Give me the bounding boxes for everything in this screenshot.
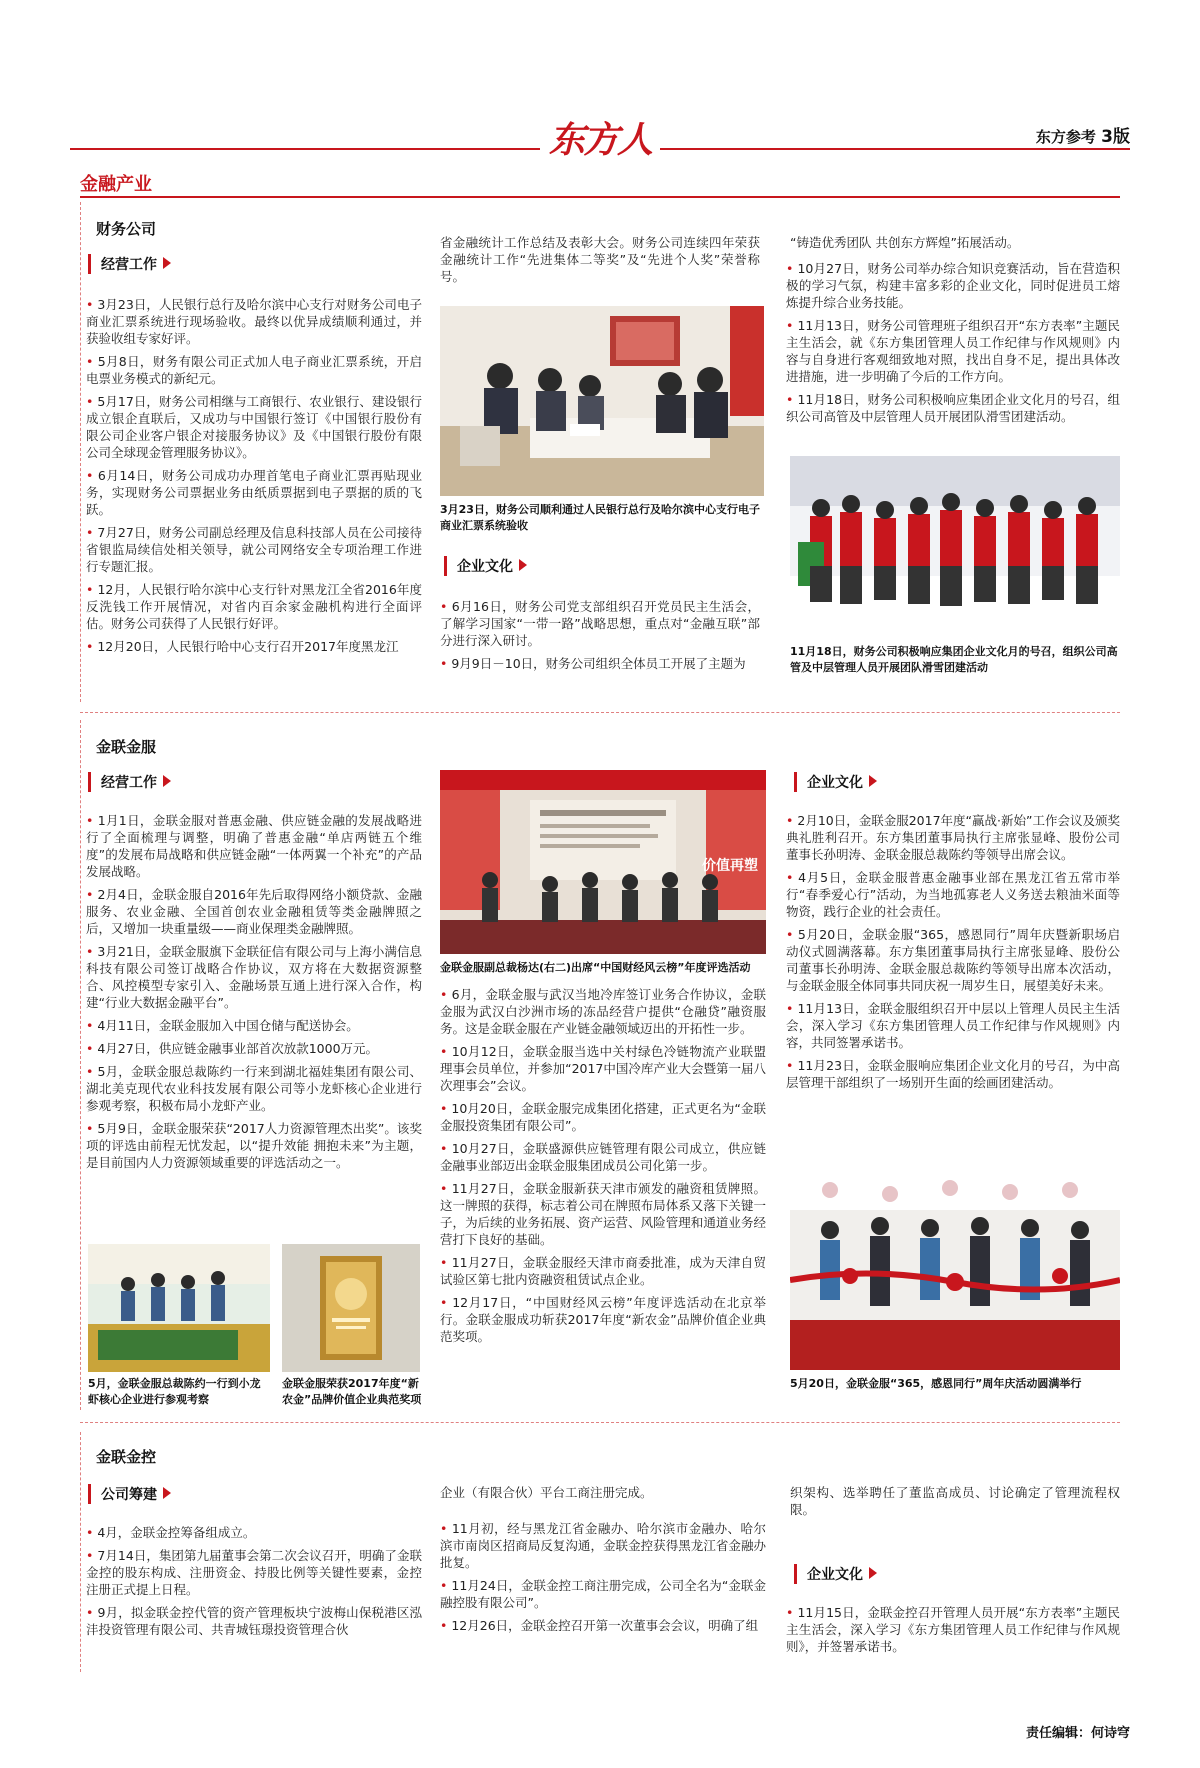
photo-crayfish-visit bbox=[88, 1244, 270, 1372]
holding-col2-top: 企业（有限合伙）平台工商注册完成。 bbox=[440, 1485, 653, 1500]
unit-title-jinlian-service: 金联金服 bbox=[96, 738, 157, 756]
jinlian-col1 bbox=[86, 812, 422, 1177]
holding-col2 bbox=[440, 1520, 766, 1640]
photo-ribbon-cutting bbox=[790, 1170, 1120, 1370]
list-item: • 10月27日，财务公司举办综合知识竞赛活动，旨在营造积极的学习气氛，构建丰富多彩的企业文化，同时促进员工熔炼提升综合业务技能。 bbox=[786, 260, 1120, 311]
editor-credit: 责任编辑：何诗穹 bbox=[1025, 1726, 1130, 1741]
section-title: 金融产业 bbox=[80, 174, 152, 195]
list-item: • 4月，金联金控筹备组成立。 bbox=[86, 1524, 422, 1541]
list-item: • 3月21日，金联金服旗下金联征信有限公司与上海小满信息科技有限公司签订战略合作协议，双方将在大数据资源整合、风控模型专家引入、金融场景互通上进行深入合作，构建“行业大数据金融平台”。 bbox=[86, 943, 422, 1011]
page-info bbox=[1036, 122, 1130, 147]
list-item: • 2月10日，金联金服2017年度“赢战·新始”工作会议及颁奖典礼胜利召开。东方集团董事局执行主席张显峰、股份公司董事长孙明涛、金联金服总裁陈约等领导出席会议。 bbox=[786, 812, 1120, 863]
list-item: • 4月11日，金联金服加入中国仓储与配送协会。 bbox=[86, 1017, 422, 1034]
finance-col3-top: “铸造优秀团队 共创东方辉煌”拓展活动。 bbox=[790, 235, 1020, 250]
section-underline bbox=[80, 196, 1120, 198]
holding-col1 bbox=[86, 1524, 422, 1644]
block1-guide bbox=[80, 202, 81, 702]
list-item: • 11月27日，金联金服经天津市商委批准，成为天津自贸试验区第七批内资融资租赁试点企业。 bbox=[440, 1254, 766, 1288]
section-name: 东方参考 bbox=[1035, 128, 1096, 146]
list-item: • 10月12日，金联金服当选中关村绿色冷链物流产业联盟理事会员单位，并参加“2017中国冷库产业大会暨第一届八次理事会”会议。 bbox=[440, 1043, 766, 1094]
list-item: • 11月18日，财务公司积极响应集团企业文化月的号召，组织公司高管及中层管理人员开展团队滑雪团建活动。 bbox=[786, 391, 1120, 425]
list-item: • 5月，金联金服总裁陈约一行来到湖北福娃集团有限公司、湖北美克现代农业科技发展有限公司等小龙虾核心企业进行参观考察，积极布局小龙虾产业。 bbox=[86, 1063, 422, 1114]
meeting-illustration bbox=[440, 306, 764, 496]
block3-guide bbox=[80, 1432, 81, 1672]
holding-culture-heading: 企业文化 bbox=[794, 1564, 863, 1584]
list-item: • 11月15日，金联金控召开管理人员开展“东方表率”主题民主生活会，深入学习《东方集团管理人员工作纪律与作风规则》，并签署承诺书。 bbox=[786, 1604, 1120, 1655]
list-item: • 5月9日，金联金服荣获“2017人力资源管理杰出奖”。该奖项的评选由前程无忧发起，以“提升效能 拥抱未来”为主题，是目前国内人力资源领域重要的评选活动之一。 bbox=[86, 1120, 422, 1171]
list-item: • 6月，金联金服与武汉当地冷库签订业务合作协议，金联金服为武汉白沙洲市场的冻品经营户提供“仓融贷”融资服务。这是金联金服在产业链金融领域迈出的开拓性一步。 bbox=[440, 986, 766, 1037]
list-item: • 5月8日，财务有限公司正式加人电子商业汇票系统，开启电票业务模式的新纪元。 bbox=[86, 353, 422, 387]
list-item: • 9月9日－10日，财务公司组织全体员工开展了主题为 bbox=[440, 655, 760, 672]
jinlian-col3 bbox=[786, 812, 1120, 1097]
jinlian-culture-heading: 企业文化 bbox=[794, 772, 863, 792]
list-item: • 5月20日，金联金服“365，感恩同行”周年庆暨新职场启动仪式圆满落幕。东方集团董事局执行主席张显峰、股份公司董事长孙明涛、金联金服总裁陈约等领导出席本次活动，与金联金服全体同事共同庆祝一周岁生日，展望美好未来。 bbox=[786, 926, 1120, 994]
list-item: • 11月13日，财务公司管理班子组织召开“东方表率”主题民主生活会，就《东方集团管理人员工作纪律与作风规则》内容与自身进行客观细致地对照，找出自身不足，提出具体改进措施，进一步明确了今后的工作方向。 bbox=[786, 317, 1120, 385]
finance-ops-heading: 经营工作 bbox=[88, 254, 157, 274]
list-item: • 10月27日，金联盛源供应链管理有限公司成立，供应链金融事业部迈出金联金服集团成员公司化第一步。 bbox=[440, 1140, 766, 1174]
ribbon-illustration bbox=[790, 1170, 1120, 1370]
masthead-rule-right bbox=[660, 148, 1130, 150]
list-item: • 11月24日，金联金控工商注册完成，公司全名为“金联金融控股有限公司”。 bbox=[440, 1577, 766, 1611]
list-item: • 6月16日，财务公司党支部组织召开党员民主生活会，了解学习国家“一带一路”战略思想，重点对“金融互联”部分进行深入研讨。 bbox=[440, 598, 760, 649]
masthead-rule-left bbox=[70, 148, 540, 150]
photo-caption: 5月20日，金联金服“365，感恩同行”周年庆活动圆满举行 bbox=[790, 1377, 1082, 1390]
unit-title-jinlian-holding: 金联金控 bbox=[96, 1448, 157, 1466]
photo-ski-team bbox=[790, 456, 1120, 638]
list-item: • 11月27日，金联金服新获天津市颁发的融资租赁牌照。这一牌照的获得，标志着公司在牌照布局体系又落下关键一子，为后续的业务拓展、资产运营、风险管理和通道业务经营打下良好的基础。 bbox=[440, 1180, 766, 1248]
list-item: • 7月27日，财务公司副总经理及信息科技部人员在公司接待省银监局续信处相关领导，就公司网络安全专项治理工作进行专题汇报。 bbox=[86, 524, 422, 575]
ski-illustration bbox=[790, 456, 1120, 638]
list-item: • 12月26日，金联金控召开第一次董事会会议，明确了组 bbox=[440, 1617, 766, 1634]
finance-col2-culture bbox=[440, 598, 760, 678]
list-item: • 11月13日，金联金服组织召开中层以上管理人员民主生活会，深入学习《东方集团管理人员工作纪律与作风规则》内容，共同签署承诺书。 bbox=[786, 1000, 1120, 1051]
unit-title-finance: 财务公司 bbox=[96, 220, 157, 238]
stage-banner-text: 价值再塑 bbox=[702, 858, 758, 874]
finance-col2-top: 省金融统计工作总结及表彰大会。财务公司连续四年荣获金融统计工作“先进集体二等奖”及“先进个人奖”荣誉称号。 bbox=[440, 235, 760, 284]
holding-col3-top: 织架构、选举聘任了董监高成员、讨论确定了管理流程权限。 bbox=[790, 1485, 1120, 1517]
finance-col1 bbox=[86, 296, 422, 661]
photo-award-trophy bbox=[282, 1244, 420, 1372]
photo-caption: 11月18日，财务公司积极响应集团企业文化月的号召，组织公司高管及中层管理人员开展团队滑雪团建活动 bbox=[790, 645, 1118, 674]
stage-illustration bbox=[440, 770, 766, 954]
list-item: • 7月14日，集团第九届董事会第二次会议召开，明确了金联金控的股东构成、注册资金、持股比例等关键性要素，金控注册正式提上日程。 bbox=[86, 1547, 422, 1598]
block2-guide bbox=[80, 720, 81, 1410]
jinlian-col2 bbox=[440, 986, 766, 1351]
list-item: • 11月23日，金联金服响应集团企业文化月的号召，为中高层管理干部组织了一场别开生面的绘画团建活动。 bbox=[786, 1057, 1120, 1091]
photo-caption: 金联金服荣获2017年度“新农金”品牌价值企业典范奖项 bbox=[282, 1377, 422, 1406]
visit-illustration bbox=[88, 1244, 270, 1372]
photo-bank-meeting bbox=[440, 306, 764, 496]
photo-caption: 金联金服副总裁杨达(右二)出席“中国财经风云榜”年度评选活动 bbox=[440, 961, 751, 974]
holding-col3 bbox=[786, 1604, 1120, 1661]
list-item: • 10月20日，金联金服完成集团化搭建，正式更名为“金联金服投资集团有限公司”。 bbox=[440, 1100, 766, 1134]
list-item: • 11月初，经与黑龙江省金融办、哈尔滨市金融办、哈尔滨市南岗区招商局反复沟通，金联金控获得黑龙江省金融办批复。 bbox=[440, 1520, 766, 1571]
holding-setup-heading: 公司筹建 bbox=[88, 1484, 157, 1504]
photo-forum-stage bbox=[440, 770, 766, 954]
newspaper-logo: 东方人 bbox=[548, 119, 651, 161]
list-item: • 5月17日，财务公司相继与工商银行、农业银行、建设银行成立银企直联后，又成功与中国银行签订《中国银行股份有限公司企业客户银企对接服务协议》及《中国银行股份有限公司全球现金管理服务协议》。 bbox=[86, 393, 422, 461]
list-item: • 6月14日，财务公司成功办理首笔电子商业汇票再贴现业务，实现财务公司票据业务由纸质票据到电子票据的质的飞跃。 bbox=[86, 467, 422, 518]
list-item: • 12月20日，人民银行哈中心支行召开2017年度黑龙江 bbox=[86, 638, 422, 655]
list-item: • 12月17日，“中国财经风云榜”年度评选活动在北京举行。金联金服成功斩获2017年度“新农金”品牌价值企业典范奖项。 bbox=[440, 1294, 766, 1345]
list-item: • 2月4日，金联金服自2016年先后取得网络小额贷款、金融服务、农业金融、全国首创农业金融租赁等类金融牌照之后，又增加一块重量级——商业保理类金融牌照。 bbox=[86, 886, 422, 937]
jinlian-ops-heading: 经营工作 bbox=[88, 772, 157, 792]
photo-caption: 3月23日，财务公司顺利通过人民银行总行及哈尔滨中心支行电子商业汇票系统验收 bbox=[440, 503, 760, 532]
list-item: • 1月1日，金联金服对普惠金融、供应链金融的发展战略进行了全面梳理与调整，明确了普惠金融“单店两链五个维度”的发展布局战略和供应链金融“一体两翼一个补充”的产品发展战略。 bbox=[86, 812, 422, 880]
list-item: • 9月，拟金联金控代管的资产管理板块宁波梅山保税港区泓沣投资管理有限公司、共青城钰璟投资管理合伙 bbox=[86, 1604, 422, 1638]
finance-culture-heading: 企业文化 bbox=[444, 556, 513, 576]
list-item: • 4月5日，金联金服普惠金融事业部在黑龙江省五常市举行“春季爱心行”活动，为当地孤寡老人义务送去粮油米面等物资，践行企业的社会责任。 bbox=[786, 869, 1120, 920]
list-item: • 12月，人民银行哈尔滨中心支行针对黑龙江全省2016年度反洗钱工作开展情况，对省内百余家金融机构进行全面评估。财务公司获得了人民银行好评。 bbox=[86, 581, 422, 632]
trophy-icon bbox=[282, 1244, 420, 1372]
page-number: 3版 bbox=[1101, 127, 1130, 147]
list-item: • 4月27日，供应链金融事业部首次放款1000万元。 bbox=[86, 1040, 422, 1057]
block1-separator bbox=[80, 712, 1120, 713]
list-item: • 3月23日，人民银行总行及哈尔滨中心支行对财务公司电子商业汇票系统进行现场验收。最终以优异成绩顺利通过，并获验收组专家好评。 bbox=[86, 296, 422, 347]
photo-caption: 5月，金联金服总裁陈约一行到小龙虾核心企业进行参观考察 bbox=[88, 1377, 261, 1406]
finance-col3 bbox=[786, 260, 1120, 431]
block2-separator bbox=[80, 1422, 1120, 1423]
